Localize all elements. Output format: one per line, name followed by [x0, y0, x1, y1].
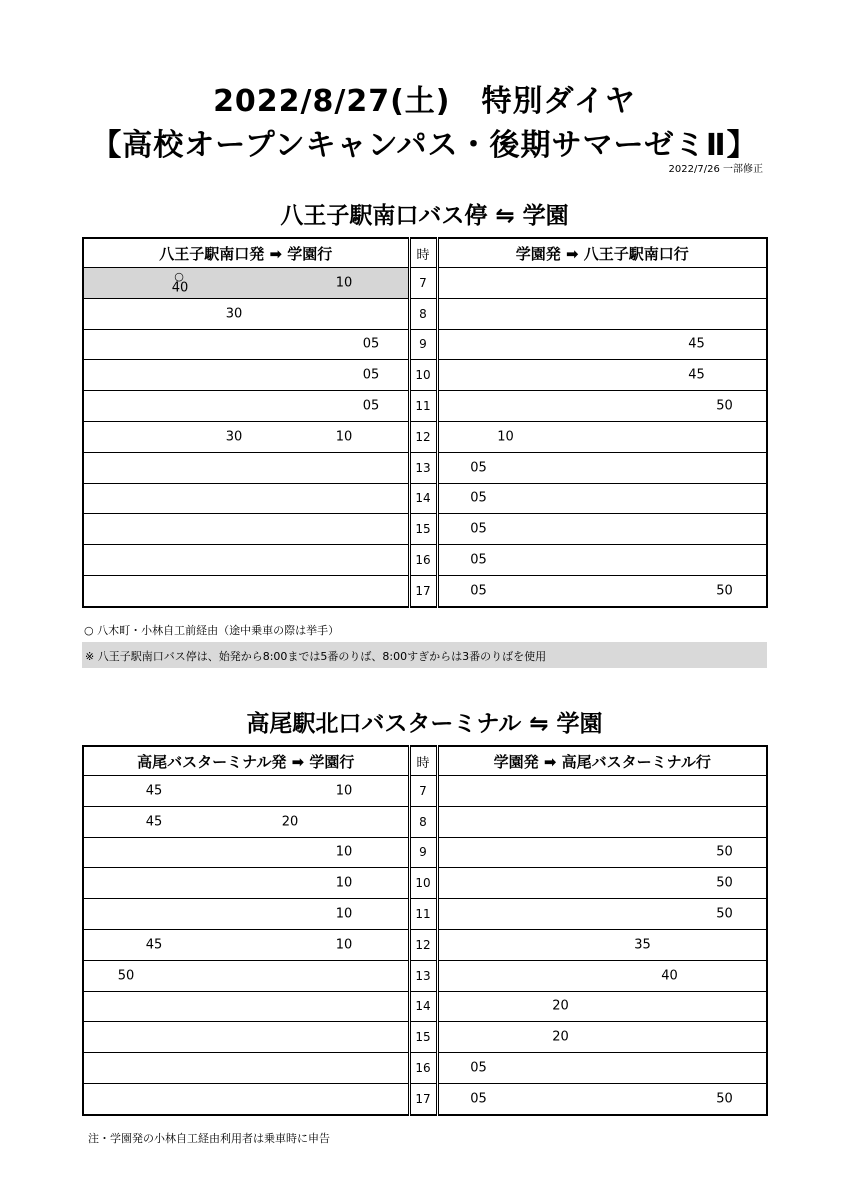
- outbound-cell: [83, 268, 409, 299]
- hour-cell: 9: [409, 837, 437, 868]
- departure-minute: 20: [552, 1029, 569, 1045]
- departure-minute: 30: [225, 306, 243, 322]
- departure-minute: 45: [688, 336, 705, 352]
- note-via-route: ○ 八木町・小林自工前経由（途中乗車の際は挙手）: [84, 624, 340, 637]
- table-row: [83, 514, 767, 545]
- hour-cell: 12: [409, 421, 437, 452]
- departure-minute: 05: [470, 490, 487, 506]
- table-row: [83, 868, 767, 899]
- table-header-row: [83, 238, 767, 268]
- departure-minute: 20: [281, 814, 299, 830]
- inbound-cell: [437, 1083, 767, 1114]
- table-row: [83, 1083, 767, 1114]
- outbound-cell: [83, 575, 409, 606]
- outbound-cell: [83, 837, 409, 868]
- hour-cell: 17: [409, 575, 437, 606]
- departure-minute: 50: [117, 968, 135, 984]
- departure-minute: 50: [716, 583, 733, 599]
- outbound-cell: [83, 391, 409, 422]
- inbound-cell: [437, 776, 767, 807]
- departure-minute: 10: [335, 875, 353, 891]
- inbound-cell: [437, 837, 767, 868]
- departure-minute: 05: [470, 521, 487, 537]
- departure-minute: 45: [145, 814, 163, 830]
- column-header-outbound: 高尾バスターミナル発 ➡ 学園行: [83, 746, 409, 776]
- hour-cell: 10: [409, 868, 437, 899]
- outbound-cell: [83, 452, 409, 483]
- via-circle-mark: ○: [174, 270, 184, 283]
- column-header-inbound: 学園発 ➡ 八王子駅南口行: [437, 238, 767, 268]
- departure-minute: 40: [661, 968, 678, 984]
- departure-minute: 05: [362, 336, 380, 352]
- table-row: [83, 960, 767, 991]
- departure-minute: 50: [716, 844, 733, 860]
- departure-minute: 50: [716, 875, 733, 891]
- hour-cell: 7: [409, 776, 437, 807]
- inbound-cell: [437, 360, 767, 391]
- outbound-cell: [83, 1053, 409, 1084]
- departure-minute: 05: [470, 583, 487, 599]
- inbound-cell: [437, 1053, 767, 1084]
- departure-minute: 50: [716, 398, 733, 414]
- inbound-cell: [437, 960, 767, 991]
- outbound-cell: [83, 1022, 409, 1053]
- outbound-cell: [83, 329, 409, 360]
- table-header-row: [83, 746, 767, 776]
- hour-cell: 17: [409, 1083, 437, 1114]
- inbound-cell: [437, 514, 767, 545]
- hour-cell: 13: [409, 452, 437, 483]
- departure-minute: 05: [470, 1060, 487, 1076]
- section-title-takao: 高尾駅北口バスターミナル ⇋ 学園: [246, 711, 603, 737]
- table-row: [83, 837, 767, 868]
- departure-minute: 20: [552, 998, 569, 1014]
- inbound-cell: [437, 929, 767, 960]
- inbound-cell: [437, 1022, 767, 1053]
- column-header-hour: 時: [409, 746, 437, 776]
- inbound-cell: [437, 868, 767, 899]
- departure-minute: 05: [470, 1091, 487, 1107]
- hour-cell: 16: [409, 545, 437, 576]
- hour-cell: 14: [409, 991, 437, 1022]
- departure-minute: 05: [470, 552, 487, 568]
- hour-cell: 14: [409, 483, 437, 514]
- outbound-cell: [83, 960, 409, 991]
- outbound-cell: [83, 868, 409, 899]
- column-header-inbound: 学園発 ➡ 高尾バスターミナル行: [437, 746, 767, 776]
- departure-minute: 40: [171, 280, 189, 296]
- departure-minute: 10: [335, 844, 353, 860]
- departure-minute: 10: [335, 783, 353, 799]
- table-row: [83, 421, 767, 452]
- hour-cell: 11: [409, 899, 437, 930]
- table-row: [83, 360, 767, 391]
- departure-minute: 05: [470, 460, 487, 476]
- departure-minute: 45: [688, 367, 705, 383]
- hour-cell: 13: [409, 960, 437, 991]
- outbound-cell: [83, 929, 409, 960]
- inbound-cell: [437, 298, 767, 329]
- table-row: [83, 329, 767, 360]
- departure-minute: 05: [362, 398, 380, 414]
- departure-minute: 50: [716, 906, 733, 922]
- outbound-cell: [83, 545, 409, 576]
- departure-minute: 35: [634, 937, 651, 953]
- hour-cell: 8: [409, 298, 437, 329]
- inbound-cell: [437, 452, 767, 483]
- departure-minute: 10: [335, 937, 353, 953]
- table-row: [83, 776, 767, 807]
- departure-minute: 10: [497, 429, 514, 445]
- table-row: [83, 929, 767, 960]
- hour-cell: 16: [409, 1053, 437, 1084]
- outbound-cell: [83, 514, 409, 545]
- section-title-hachioji: 八王子駅南口バス停 ⇋ 学園: [280, 203, 569, 229]
- column-header-hour: 時: [409, 238, 437, 268]
- inbound-cell: [437, 545, 767, 576]
- outbound-cell: [83, 1083, 409, 1114]
- revision-note: 2022/7/26 一部修正: [668, 164, 763, 175]
- outbound-cell: [83, 483, 409, 514]
- table-row: [83, 991, 767, 1022]
- outbound-cell: [83, 776, 409, 807]
- hour-cell: 7: [409, 268, 437, 299]
- page-subtitle: 【高校オープンキャンパス・後期サマーゼミⅡ】: [91, 128, 758, 163]
- departure-minute: 50: [716, 1091, 733, 1107]
- table-row: [83, 268, 767, 299]
- timetable-hachioji: [82, 237, 768, 608]
- departure-minute: 45: [145, 783, 163, 799]
- hour-cell: 9: [409, 329, 437, 360]
- note-platform-box: [82, 642, 767, 668]
- table-row: [83, 806, 767, 837]
- table-row: [83, 575, 767, 606]
- inbound-cell: [437, 806, 767, 837]
- timetable-takao: [82, 745, 768, 1116]
- hour-cell: 10: [409, 360, 437, 391]
- inbound-cell: [437, 899, 767, 930]
- table-row: [83, 452, 767, 483]
- inbound-cell: [437, 575, 767, 606]
- outbound-cell: [83, 298, 409, 329]
- departure-minute: 30: [225, 429, 243, 445]
- hour-cell: 8: [409, 806, 437, 837]
- outbound-cell: [83, 421, 409, 452]
- departure-minute: 10: [335, 429, 353, 445]
- hour-cell: 11: [409, 391, 437, 422]
- departure-minute: 10: [335, 275, 353, 291]
- table-row: [83, 899, 767, 930]
- table-row: [83, 298, 767, 329]
- inbound-cell: [437, 483, 767, 514]
- note-kobayashi: 注・学園発の小林自工経由利用者は乗車時に申告: [88, 1132, 330, 1145]
- note-platform-text: ※ 八王子駅南口バス停は、始発から8:00までは5番のりば、8:00すぎからは3番のりばを使用: [85, 650, 547, 663]
- outbound-cell: [83, 899, 409, 930]
- departure-minute: 45: [145, 937, 163, 953]
- table-row: [83, 391, 767, 422]
- inbound-cell: [437, 268, 767, 299]
- outbound-cell: [83, 991, 409, 1022]
- table-row: [83, 1053, 767, 1084]
- hour-cell: 15: [409, 514, 437, 545]
- departure-minute: 05: [362, 367, 380, 383]
- hour-cell: 12: [409, 929, 437, 960]
- outbound-cell: [83, 806, 409, 837]
- hour-cell: 15: [409, 1022, 437, 1053]
- inbound-cell: [437, 421, 767, 452]
- inbound-cell: [437, 391, 767, 422]
- page-title: 2022/8/27(土) 特別ダイヤ: [213, 84, 636, 119]
- departure-minute: 10: [335, 906, 353, 922]
- table-row: [83, 1022, 767, 1053]
- inbound-cell: [437, 329, 767, 360]
- table-row: [83, 545, 767, 576]
- inbound-cell: [437, 991, 767, 1022]
- column-header-outbound: 八王子駅南口発 ➡ 学園行: [83, 238, 409, 268]
- outbound-cell: [83, 360, 409, 391]
- table-row: [83, 483, 767, 514]
